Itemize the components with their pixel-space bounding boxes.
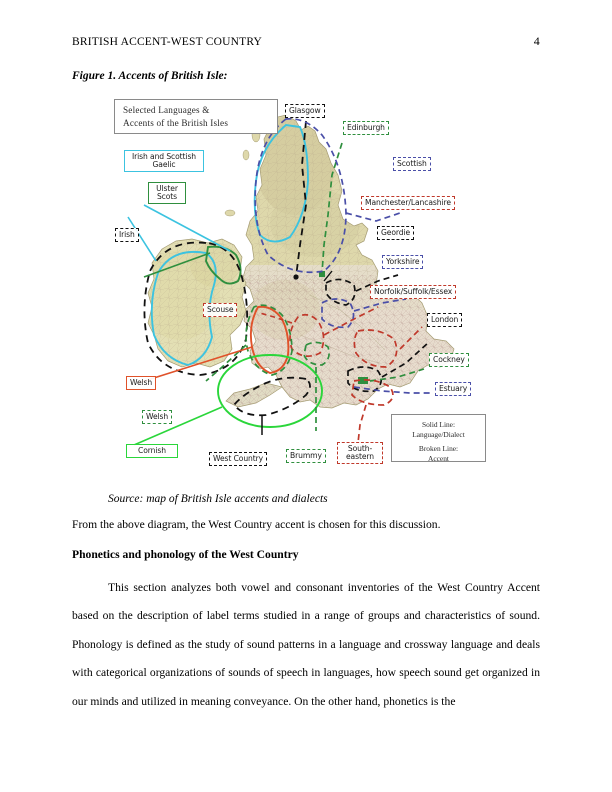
map-label-ulster-scots[interactable]: Ulster Scots: [148, 182, 186, 204]
page-number: 4: [533, 34, 540, 48]
figure-map-british-isles: [110, 95, 490, 477]
map-title-plate: [114, 99, 278, 134]
running-head-title: BRITISH ACCENT-WEST COUNTRY: [72, 36, 263, 48]
map-title-line-1: Selected Languages &: [123, 105, 210, 115]
map-label-manchester-lancashire[interactable]: Manchester/Lancashire: [361, 196, 455, 210]
legend-solid-text: Language/Dialect: [412, 429, 465, 439]
map-label-cornish[interactable]: Cornish: [126, 444, 178, 458]
map-label-scottish[interactable]: Scottish: [393, 157, 431, 171]
map-label-london[interactable]: London: [427, 313, 462, 327]
legend-broken-title: Broken Line:: [418, 443, 459, 453]
legend-broken-text: Accent: [428, 453, 449, 463]
section-heading: Phonetics and phonology of the West Country: [72, 548, 299, 561]
map-label-welsh-accent[interactable]: Welsh: [142, 410, 172, 424]
map-label-irish-scottish-gaelic[interactable]: Irish and Scottish Gaelic: [124, 150, 204, 172]
map-label-glasgow[interactable]: Glasgow: [285, 104, 325, 118]
map-label-welsh-language[interactable]: Welsh: [126, 376, 156, 390]
map-label-west-country[interactable]: West Country: [209, 452, 267, 466]
map-label-irish[interactable]: Irish: [115, 228, 139, 242]
map-label-brummy[interactable]: Brummy: [286, 449, 326, 463]
map-label-norfolk-suffolk-essex[interactable]: Norfolk/Suffolk/Essex: [370, 285, 456, 299]
map-label-edinburgh[interactable]: Edinburgh: [343, 121, 389, 135]
map-legend-plate: [391, 414, 486, 462]
figure-source-caption: Source: map of British Isle accents and dialects: [108, 493, 328, 505]
map-label-cockney[interactable]: Cockney: [429, 353, 469, 367]
map-label-estuary[interactable]: Estuary: [435, 382, 471, 396]
map-title-line-2: Accents of the British Isles: [123, 118, 229, 129]
figure-label: Figure 1. Accents of British Isle:: [72, 70, 228, 82]
map-label-geordie[interactable]: Geordie: [377, 226, 414, 240]
map-label-yorkshire[interactable]: Yorkshire: [382, 255, 423, 269]
body-paragraph: This section analyzes both vowel and consonant inventories of the West Country Accent based on the description of label terms studied in a range of groups and characteristics of sound. Phonology is defined as the study of sound patterns in a language and crossway language and deals with categorical organizations of sounds of speech in languages, how speech sound get organized in our minds and utilized in meaning conveyance. On the other hand, phonetics is the: [72, 581, 540, 708]
legend-solid-title: Solid Line:: [421, 420, 456, 429]
page-header: [72, 34, 540, 49]
map-label-scouse[interactable]: Scouse: [203, 303, 237, 317]
map-label-south-eastern[interactable]: South-eastern: [337, 442, 383, 464]
intro-paragraph: From the above diagram, the West Country accent is chosen for this discussion.: [72, 518, 441, 531]
